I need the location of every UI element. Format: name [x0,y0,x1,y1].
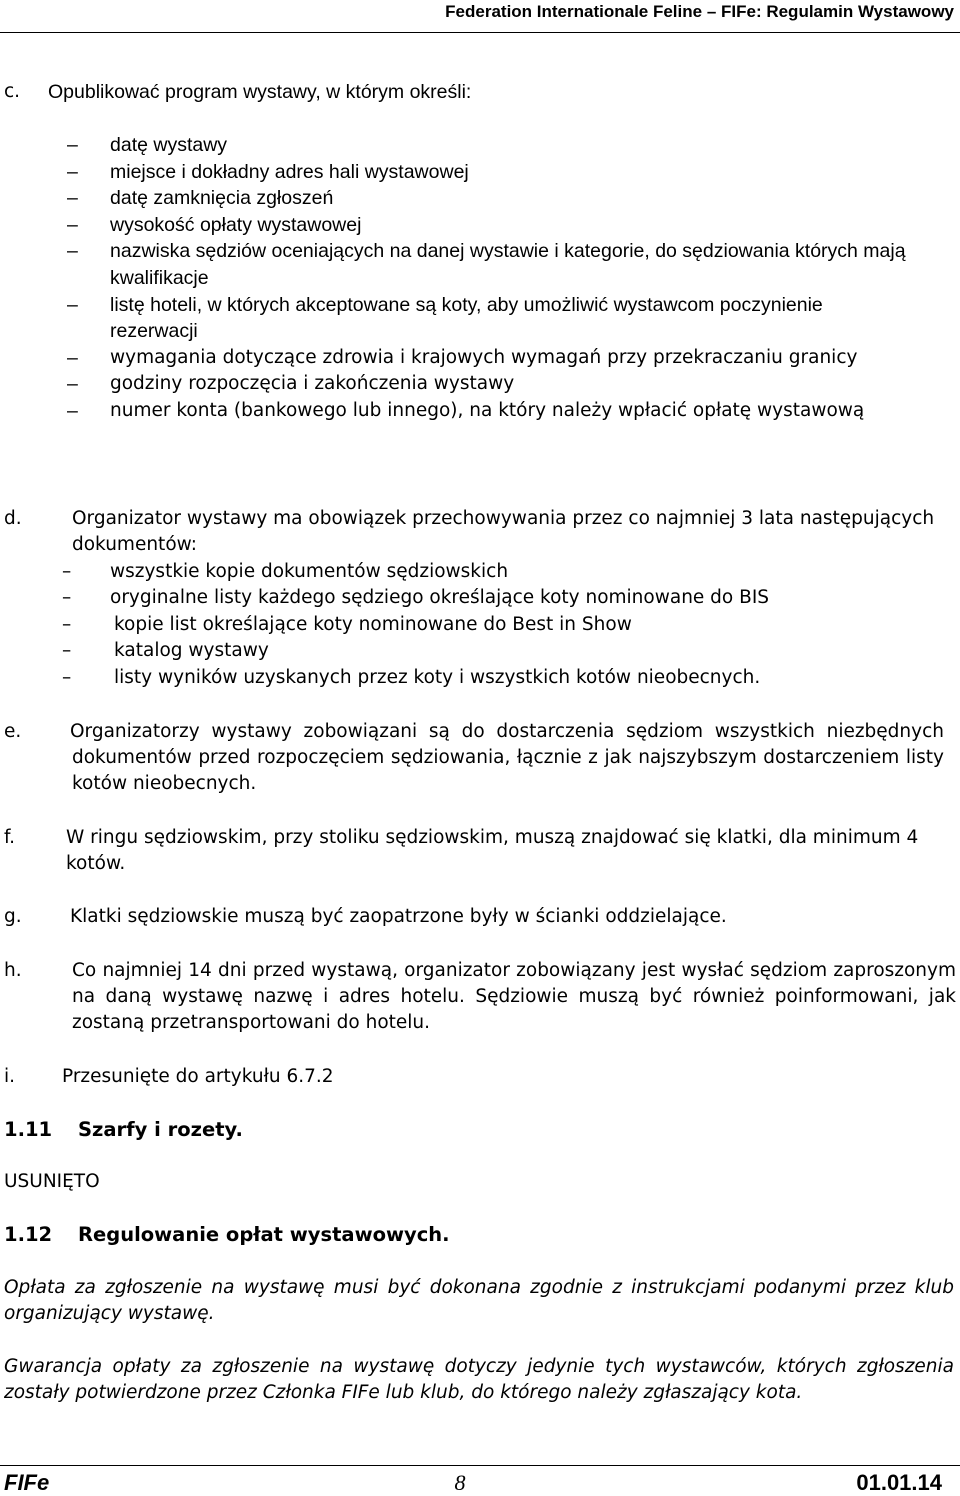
dash-bullet-icon: – [62,613,72,635]
item-d-text: Organizator wystawy ma obowiązek przechowywania przez co najmniej 3 lata następujących dokumentów: [72,508,935,555]
section-1-12-para1: Opłata za zgłoszenie na wystawę musi być dokonana zgodnie z instrukcjami podanymi przez klub organizujący wystawę. [4,1277,954,1324]
item-h-marker: h. [4,960,22,981]
list-item: – listy wyników uzyskanych przez koty i wszystkich kotów nieobecnych. [110,665,930,691]
list-item: – nazwiska sędziów oceniających na danej wystawie i kategorie, do sędziowania których mają kwalifikacje [67,240,906,289]
item-d-list [62,559,930,691]
item-e-text: Organizatorzy wystawy zobowiązani są do dostarczenia sędziom wszystkich niezbędnych dokumentów przed rozpoczęciem sędziowania, łącznie z jak najszybszym dostarczeniem listy kotów nieobecnych. [70,721,944,794]
dash-bullet-icon: – [67,399,78,422]
dash-bullet-icon: – [67,213,78,236]
list-item: – listę hoteli, w których akceptowane są koty, aby umożliwić wystawcom poczynienie rezerwacji [67,293,823,343]
list-item: – datę zamknięcia zgłoszeń [110,185,910,212]
page-footer [0,1465,960,1494]
dash-bullet-icon: – [62,587,72,609]
item-i-marker: i. [4,1066,16,1087]
item-f-text: W ringu sędziowskim, przy stoliku sędziowskim, muszą znajdować się klatki, dla minimum 4 kotów. [66,827,919,874]
section-1-12-title: Regulowanie opłat wystawowych. [78,1223,450,1246]
item-c-text: Opublikować program wystawy, w którym określi: [48,81,472,103]
section-1-12-para2: Gwarancja opłaty za zgłoszenie na wystawę dotyczy jedynie tych wystawców, których zgłoszenia zostały potwierdzone przez Członka FIFe lub klub, do którego należy zgłaszający kota. [4,1356,954,1403]
item-g-marker: g. [4,906,22,927]
dash-bullet-icon: – [67,160,78,183]
item-h-text: Co najmniej 14 dni przed wystawą, organizator zobowiązany jest wysłać sędziom zaproszonym na daną wystawę nazwę i adres hotelu. Sędziowie muszą być również poinformowani, jak zostaną przetransportowani do hotelu. [72,960,956,1033]
footer-date: 01.01.14 [856,1470,942,1495]
list-item: – datę wystawy [110,132,910,159]
list-item: – numer konta (bankowego lub innego), na który należy wpłacić opłatę wystawową [110,398,910,425]
dash-bullet-icon: – [67,373,78,396]
list-item: – wszystkie kopie dokumentów sędziowskich [110,559,930,585]
dash-bullet-icon: – [67,187,78,210]
item-g-text: Klatki sędziowskie muszą być zaopatrzone były w ścianki oddzielające. [70,906,727,927]
dash-bullet-icon: – [62,640,72,662]
section-1-12-number: 1.12 [4,1223,53,1246]
item-f-marker: f. [4,827,16,848]
item-i-text: Przesunięte do artykułu 6.7.2 [62,1066,334,1087]
item-e-marker: e. [4,721,22,742]
dash-bullet-icon: – [67,240,78,263]
item-c-list [67,132,910,425]
section-1-11-number: 1.11 [4,1118,53,1141]
list-item: – miejsce i dokładny adres hali wystawowej [110,159,910,186]
section-1-11-title: Szarfy i rozety. [78,1118,243,1141]
dash-bullet-icon: – [67,293,78,316]
dash-bullet-icon: – [67,134,78,156]
list-item: – wysokość opłaty wystawowej [110,212,910,239]
list-item: – kopie list określające koty nominowane do Best in Show [110,612,930,638]
list-item: – oryginalne listy każdego sędziego określające koty nominowane do BIS [110,585,930,611]
header-title: Federation Internationale Feline – FIFe: Regulamin Wystawowy [445,2,954,21]
dash-bullet-icon: – [67,346,78,369]
item-d-marker: d. [4,508,22,529]
footer-org: FIFe [4,1470,50,1495]
dash-bullet-icon: – [62,666,72,688]
item-c-marker: c. [4,81,21,102]
page-header [0,0,960,33]
page-number: 8 [454,1470,466,1495]
list-item: – wymagania dotyczące zdrowia i krajowych wymagań przy przekraczaniu granicy [110,345,910,372]
list-item: – godziny rozpoczęcia i zakończenia wystawy [110,371,910,398]
list-item: – katalog wystawy [110,638,930,664]
section-1-11-body: USUNIĘTO [4,1171,100,1192]
dash-bullet-icon: – [62,561,72,582]
